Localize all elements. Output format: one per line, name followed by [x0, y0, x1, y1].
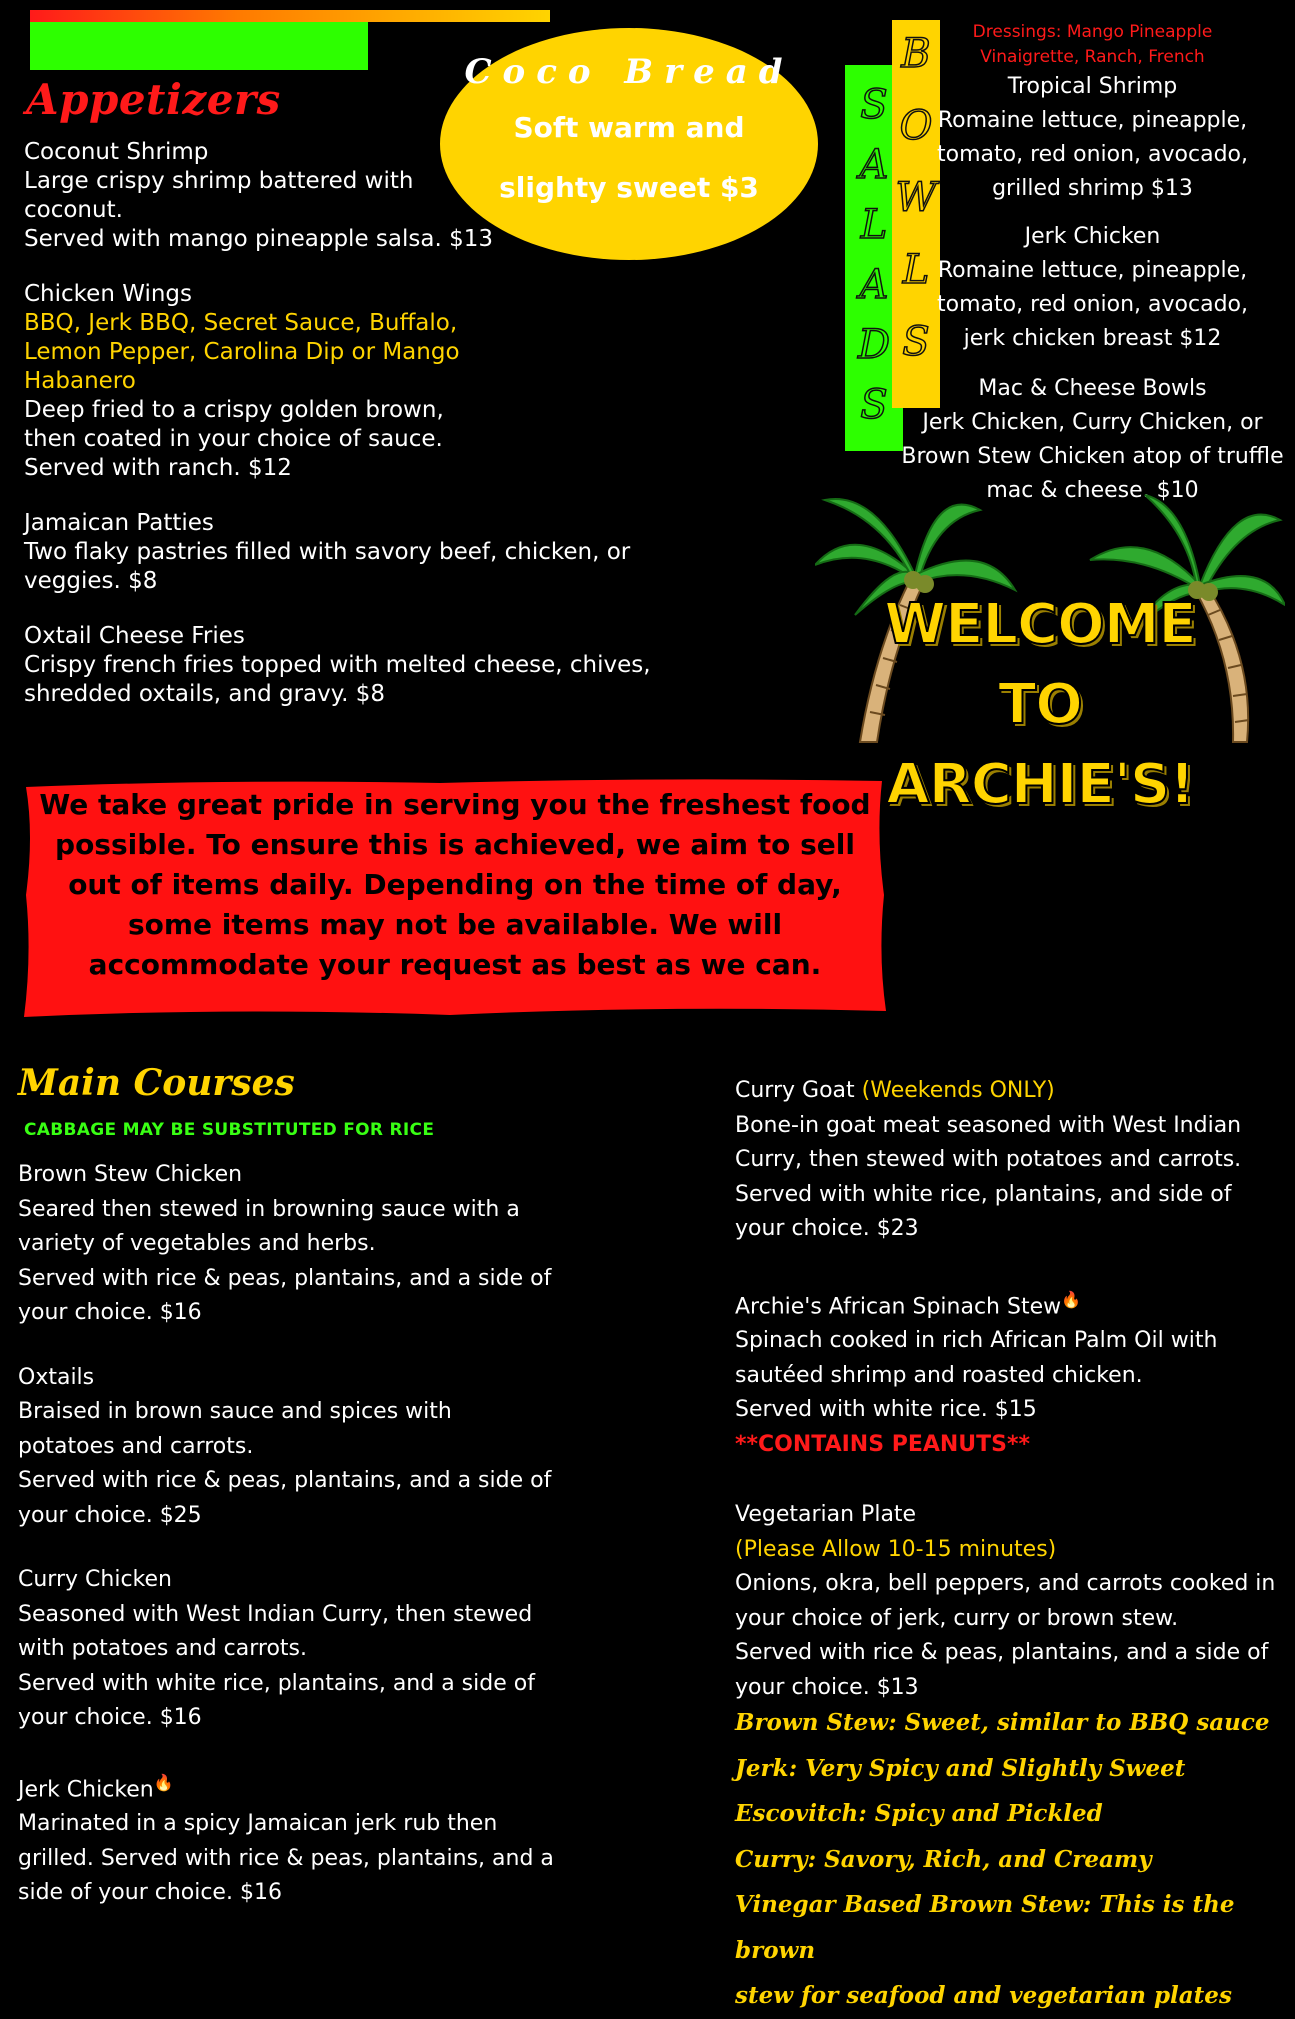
item-desc: sautéed shrimp and roasted chicken.: [735, 1362, 1143, 1388]
menu-item: [735, 1074, 1295, 1247]
item-desc: your choice. $25: [18, 1502, 202, 1528]
dressings-line: Vinaigrette, Ranch, French: [980, 47, 1205, 67]
flame-icon: 🔥: [1061, 1289, 1082, 1309]
menu-item: [18, 1361, 578, 1534]
item-desc: grilled shrimp $13: [992, 176, 1193, 201]
salads-section: [890, 20, 1295, 508]
menu-item: [18, 1158, 578, 1331]
letter: D: [857, 322, 891, 368]
welcome-line: ARCHIE'S!: [886, 752, 1194, 817]
item-name: Tropical Shrimp: [1007, 74, 1178, 99]
item-name: Jerk Chicken: [1024, 224, 1161, 249]
menu-item: [24, 622, 664, 709]
item-name: Curry Chicken: [18, 1567, 172, 1592]
flavor-line: Jerk: Very Spicy and Slightly Sweet: [735, 1754, 1186, 1782]
top-green-bar: [30, 22, 368, 70]
item-desc: Deep fried to a crispy golden brown,: [24, 397, 444, 423]
dressings-line: Dressings: Mango Pineapple: [972, 22, 1213, 42]
item-desc: Brown Stew Chicken atop of truffle: [901, 444, 1284, 469]
item-desc: Romaine lettuce, pineapple,: [937, 258, 1248, 283]
letter: S: [860, 382, 888, 428]
welcome-line: WELCOME: [884, 592, 1196, 657]
flavor-line: Vinegar Based Brown Stew: This is the brown: [735, 1891, 1235, 1964]
menu-item: [24, 509, 664, 596]
item-name: Jerk Chicken: [18, 1776, 154, 1802]
letter: B: [901, 31, 931, 77]
item-desc: Seared then stewed in browning sauce with a: [18, 1196, 520, 1222]
coco-bread-desc: slighty sweet $3: [499, 171, 759, 204]
item-desc: Served with mango pineapple salsa. $13: [24, 226, 493, 252]
menu-item: [18, 1563, 578, 1736]
item-desc: Two flaky pastries filled with savory beef, chicken, or: [24, 539, 631, 565]
main-courses-section: [18, 1062, 578, 1941]
item-desc: Served with white rice, plantains, and side of: [735, 1181, 1232, 1207]
top-gradient-bar: [30, 10, 550, 22]
item-name: Vegetarian Plate: [735, 1502, 917, 1528]
item-desc: Marinated in a spicy Jamaican jerk rub then: [18, 1811, 498, 1837]
item-desc: Served with rice & peas, plantains, and a side of: [18, 1468, 552, 1493]
item-options: BBQ, Jerk BBQ, Secret Sauce, Buffalo,: [24, 310, 458, 336]
item-desc: Seasoned with West Indian Curry, then stewed: [18, 1601, 533, 1627]
dressings-note: [890, 20, 1295, 70]
item-desc: your choice. $16: [18, 1300, 202, 1325]
item-tag: (Please Allow 10-15 minutes): [735, 1536, 1057, 1562]
item-desc: with potatoes and carrots.: [18, 1636, 307, 1661]
item-desc: shredded oxtails, and gravy. $8: [24, 681, 385, 707]
menu-item: [18, 1766, 578, 1911]
item-desc: Served with rice & peas, plantains, and a side of: [18, 1265, 552, 1291]
item-desc: variety of vegetables and herbs.: [18, 1231, 376, 1256]
item-desc: tomato, red onion, avocado,: [937, 292, 1248, 317]
item-desc: Served with ranch. $12: [24, 455, 292, 481]
item-desc: then coated in your choice of sauce.: [24, 426, 443, 452]
flavor-guide: [735, 1700, 1295, 2019]
item-desc: tomato, red onion, avocado,: [937, 142, 1248, 167]
item-name: Brown Stew Chicken: [18, 1162, 243, 1187]
item-desc: Crispy french fries topped with melted cheese, chives,: [24, 652, 651, 678]
item-desc: coconut.: [24, 197, 123, 223]
item-desc: Served with white rice, plantains, and a side of: [18, 1670, 535, 1696]
flavor-line: Escovitch: Spicy and Pickled: [735, 1800, 1103, 1827]
item-desc: grilled. Served with rice & peas, plantains, and a: [18, 1845, 554, 1871]
freshness-notice: We take great pride in serving you the freshest food possible. To ensure this is achieved, we aim to sell out of items daily. Depending on the time of day, some items may not be available. We will accommodate your request as best as we can.: [39, 788, 871, 981]
flavor-line: Curry: Savory, Rich, and Creamy: [735, 1845, 1152, 1873]
item-desc: Jerk Chicken, Curry Chicken, or: [922, 410, 1263, 435]
allergen-warning: **CONTAINS PEANUTS**: [735, 1431, 1031, 1457]
item-desc: Romaine lettuce, pineapple,: [937, 108, 1248, 133]
menu-item: [735, 1283, 1295, 1463]
letter: S: [860, 82, 888, 128]
item-desc: your choice. $23: [735, 1216, 919, 1241]
item-desc: Curry, then stewed with potatoes and carrots.: [735, 1147, 1242, 1172]
item-desc: your choice. $13: [735, 1674, 919, 1700]
item-desc: Served with rice & peas, plantains, and a side of: [735, 1640, 1269, 1666]
item-desc: Onions, okra, bell peppers, and carrots cooked in: [735, 1571, 1276, 1597]
item-desc: Braised in brown sauce and spices with: [18, 1399, 452, 1424]
item-desc: Spinach cooked in rich African Palm Oil with: [735, 1328, 1218, 1354]
item-desc: veggies. $8: [24, 568, 158, 594]
menu-item: [24, 280, 664, 483]
main-courses-title: Main Courses: [18, 1062, 295, 1104]
menu-item: [735, 1498, 1295, 1705]
item-desc: side of your choice. $16: [18, 1880, 282, 1906]
welcome-line: TO: [998, 672, 1082, 737]
letter: L: [902, 247, 930, 293]
item-desc: Large crispy shrimp battered with: [24, 168, 414, 194]
flavor-line: stew for seafood and vegetarian plates: [735, 1982, 1232, 2009]
item-name: Chicken Wings: [24, 281, 192, 307]
letter: S: [902, 319, 930, 365]
item-name: Curry Goat: [735, 1078, 862, 1103]
flavor-line: Brown Stew: Sweet, similar to BBQ sauce: [735, 1709, 1270, 1736]
item-desc: potatoes and carrots.: [18, 1433, 254, 1459]
appetizers-title: Appetizers: [26, 75, 281, 124]
letter: A: [859, 142, 889, 188]
item-name-row: [735, 1074, 1295, 1109]
substitution-note: CABBAGE MAY BE SUBSTITUTED FOR RICE: [24, 1120, 435, 1140]
salad-item: [890, 220, 1295, 356]
letter: L: [860, 202, 888, 248]
main-courses-right: [735, 1074, 1295, 1735]
flame-icon: 🔥: [153, 1772, 174, 1792]
item-desc: Bone-in goat meat seasoned with West Indian: [735, 1112, 1242, 1138]
coco-bread-desc: Soft warm and: [513, 111, 745, 144]
coco-bread-badge: [440, 28, 818, 260]
item-desc: your choice. $16: [18, 1705, 202, 1730]
item-name: Archie's African Spinach Stew: [735, 1293, 1062, 1319]
welcome-banner: [870, 585, 1210, 825]
item-options: Lemon Pepper, Carolina Dip or Mango: [24, 339, 460, 365]
item-desc: Served with white rice. $15: [735, 1397, 1037, 1423]
item-name-row: [735, 1283, 1295, 1325]
item-name: Jamaican Patties: [24, 510, 214, 536]
letter: W: [895, 175, 937, 221]
letter: O: [899, 103, 933, 149]
letter: A: [859, 262, 889, 308]
item-desc: jerk chicken breast $12: [963, 326, 1222, 351]
item-name: Oxtail Cheese Fries: [24, 623, 245, 649]
item-tag: (Weekends ONLY): [861, 1078, 1055, 1103]
item-name: Oxtails: [18, 1364, 95, 1390]
coco-bread-title: Coco Bread: [464, 52, 794, 92]
item-options: Habanero: [24, 368, 136, 394]
item-name: Mac & Cheese Bowls: [978, 376, 1207, 401]
item-name-row: [18, 1766, 578, 1808]
salad-item: [890, 70, 1295, 206]
item-desc: mac & cheese. $10: [986, 478, 1199, 503]
item-desc: your choice of jerk, curry or brown stew.: [735, 1605, 1179, 1631]
item-name: Coconut Shrimp: [24, 139, 209, 165]
